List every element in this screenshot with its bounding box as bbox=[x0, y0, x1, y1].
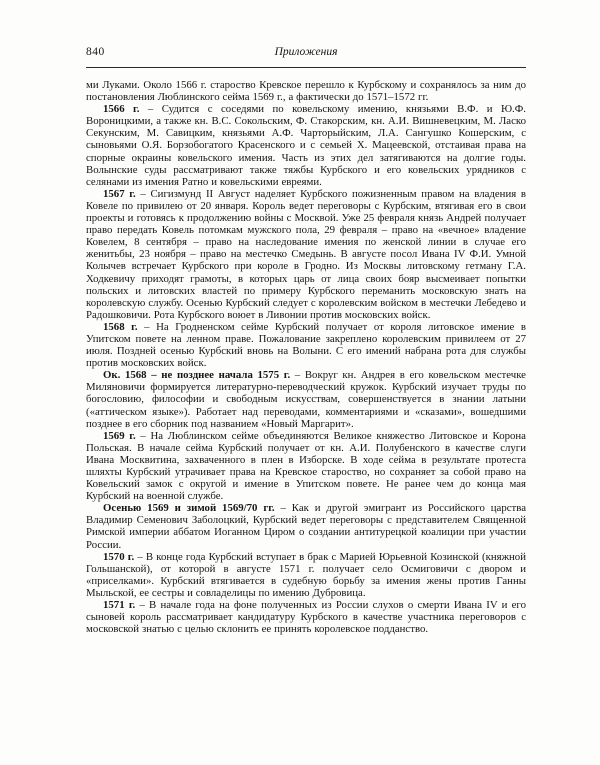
paragraph bbox=[86, 188, 526, 321]
paragraph bbox=[86, 430, 526, 503]
entry-date: Ок. 1568 – не позднее начала 1575 г. bbox=[103, 369, 291, 382]
entry-text: – Как и другой эмигрант из Российского царства Владимир Семенович Заболоцкий, Курбский ведет переговоры с представителем Священной Римской империи аббатом Иоганном Циром о создании антитурецкой коалиции при участии России. bbox=[86, 502, 526, 551]
entry-date: 1571 г. bbox=[103, 599, 136, 612]
entry-date: 1566 г. bbox=[103, 103, 140, 116]
entry-text: – В начале года на фоне полученных из России слухов о смерти Ивана IV и его сыновей король рассматривает кандидатуру Курбского в качестве участника переговоров с московской знатью с целью склонить ее принять королевское подданство. bbox=[86, 599, 526, 636]
entry-text: – Сигизмунд II Август наделяет Курбского пожизненным правом на владения в Ковеле по привилею от 20 января. Король ведет переговоры с Курбским, втягивая его в свои проекты и готовясь к продолжению войны с Москвой. Уже 25 февраля князь Андрей получает право передать Ковель потомкам мужского пола, 29 февраля – право на «вечное» владение Ковелем, 8 сентября – право на наследование имения по женской линии в случае его женитьбы, 23 ноября – право на местечко Смедынь. В августе посол Ивана IV Ф.И. Умной Колычев встречает Курбского при короле в Гродно. Из Москвы литовскому гетману Г.А. Ходкевичу приходят грамоты, в которых царь от лица своих бояр высмеивает попытки польских и литовских властей по примеру Курбского переманить московскую знать на королевскую службу. Осенью Курбский следует с королевским войском в местечки Лебедево и Радошковичи. Рота Курбского воюет в Ливонии против московских войск. bbox=[86, 187, 526, 321]
paragraph bbox=[86, 103, 526, 188]
entry-text: – На Гродненском сейме Курбский получает от короля литовское имение в Упитском повете на ленном праве. Пожалование закреплено королевским привилеем от 27 июля. Поздней осенью Курбский вновь на Волыни. С его имений набрана рота для службы против московских войск. bbox=[86, 320, 526, 370]
entry-text: – На Люблинском сейме объединяются Великое княжество Литовское и Корона Польская. В начале сейма Курбский получает от кн. А.И. Полубенского в качестве слуги Ивана Москвитина, захваченного в плен в Изборске. В ходе сейма в результате протеста шляхты Курбский утрачивает права на Кревское староство, но сохраняет за собой право на Ковельский замок с округой и имение в Упитском повете. Не ранее чем до конца мая Курбский на военной службе. bbox=[86, 429, 526, 503]
entry-date: Осенью 1569 и зимой 1569/70 гг. bbox=[103, 502, 275, 515]
entry-date: 1569 г. bbox=[103, 429, 136, 442]
entry-text: ми Луками. Около 1566 г. староство Кревское перешло к Курбскому и сохранялось за ним до постановления Люблинского сейма 1569 г., а фактически до 1571–1572 гг. bbox=[86, 79, 526, 104]
page-number: 840 bbox=[86, 46, 105, 58]
paragraph bbox=[86, 321, 526, 369]
paragraph bbox=[86, 551, 526, 599]
paragraph bbox=[86, 599, 526, 635]
paragraph bbox=[86, 502, 526, 550]
page-header bbox=[86, 46, 526, 68]
entry-text: – В конце года Курбский вступает в брак с Марией Юрьевной Козинской (княжной Гольшанской), от которой в августе 1571 г. получает село Осмиговичи с двором и «приселками». Курбский втягивается в судебную борьбу за имения жены против Ганны Мыльской, ее сестры и совладелицы по имению Дубровица. bbox=[86, 550, 526, 599]
paragraph bbox=[86, 369, 526, 429]
entry-date: 1567 г. bbox=[103, 187, 136, 200]
entry-date: 1570 г. bbox=[103, 550, 135, 563]
entry-text: – Вокруг кн. Андрея в его ковельском местечке Миляновичи формируется литературно-переводческий кружок. Курбский изучает труды по богословию, философии и свободным искусствам, совершенствуется в знании латыни («аттическом языке»). Работает над переводами, комментариями и «сказами», вошедшими позднее в его сборник под названием «Новый Маргарит». bbox=[86, 369, 526, 430]
paragraph bbox=[86, 79, 526, 103]
running-title: Приложения bbox=[274, 46, 338, 58]
entry-date: 1568 г. bbox=[103, 320, 138, 333]
entry-text: – Судится с соседями по ковельскому имению, князьями В.Ф. и Ю.Ф. Вороницкими, а также кн. В.С. Сокольским, Ф. Стакорским, кн. А.И. Вишневецким, М. Ласко Секунским, М. Савицким, князьями А.Ф. Чарторыйским, Л.А. Сангушко Кошерским, с сыновьями О.Я. Борзобогатого Красенского и с семьей Х. Мацеевской, отстаивая права на спорные окраины ковельского имения. Часть из этих дел затягиваются на долгие годы. Волынские суды рассматривают также тяжбы Курбского и его ковельских урядников с селянами из имения Ратно и ковельскими евреями. bbox=[86, 103, 526, 188]
page-body bbox=[86, 79, 526, 635]
